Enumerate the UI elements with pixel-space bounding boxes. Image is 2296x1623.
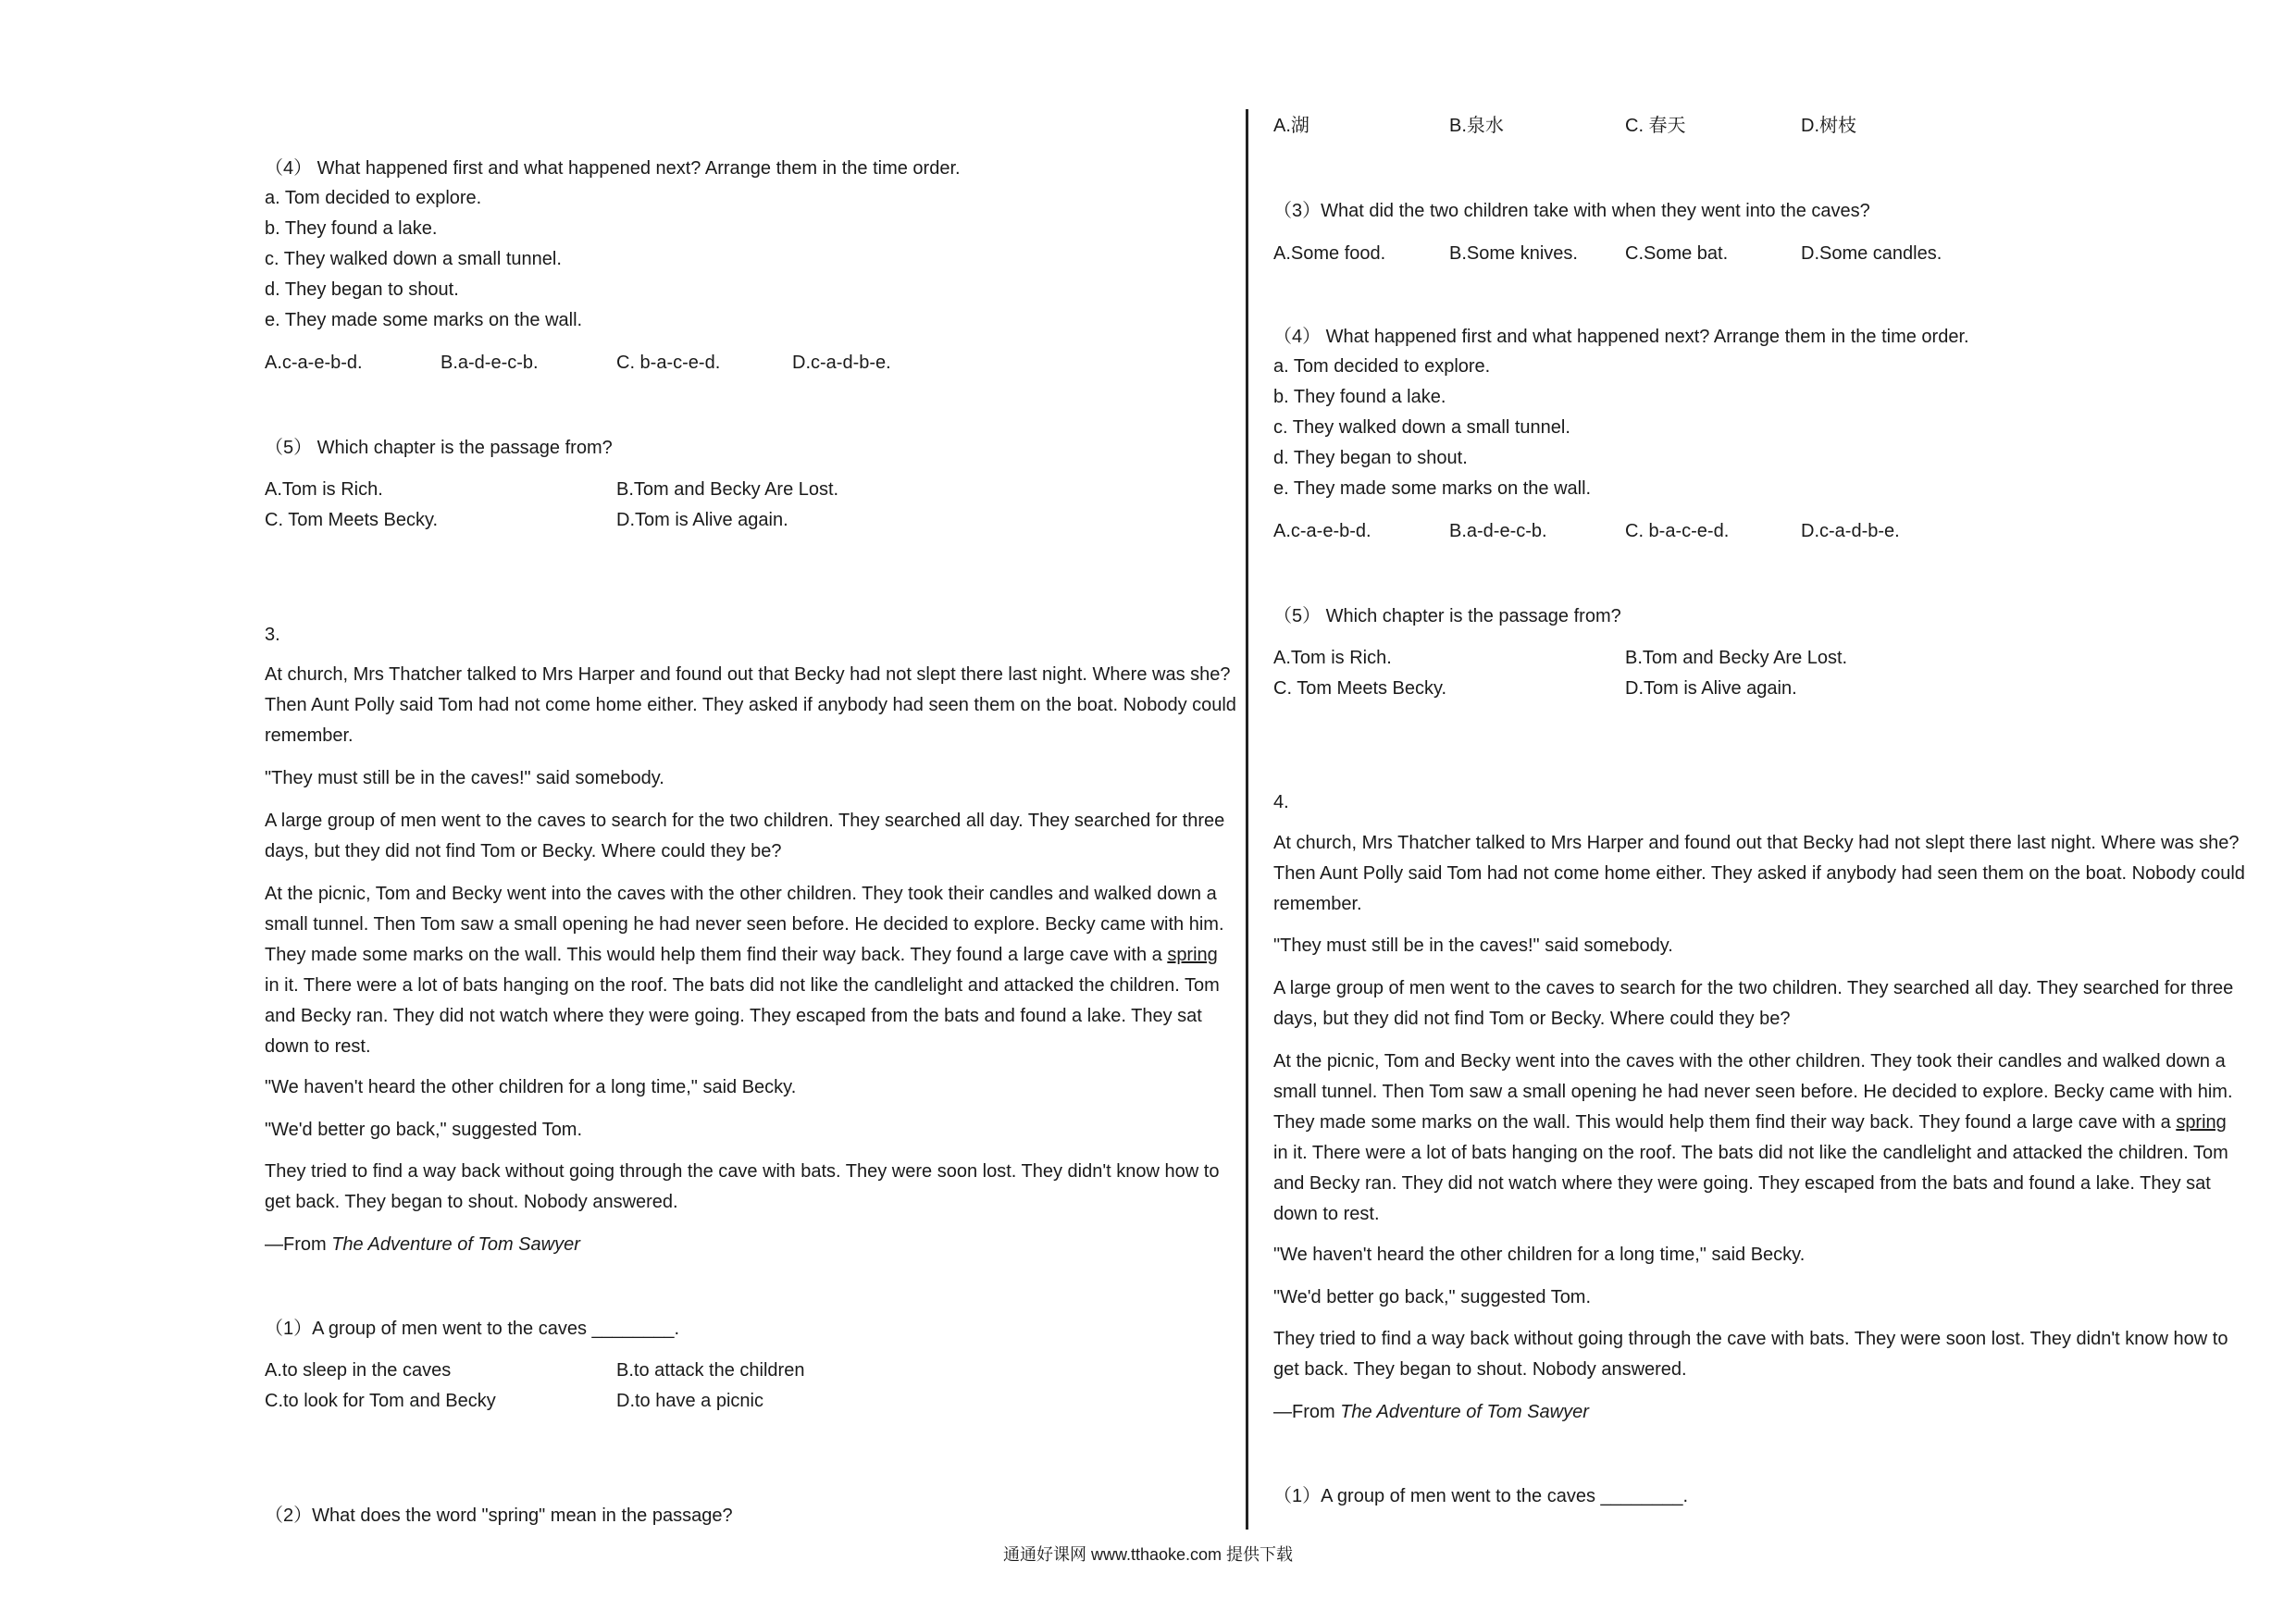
event-item-c: c. They walked down a small tunnel. xyxy=(265,249,562,269)
page-footer: 通通好课网 www.tthaoke.com 提供下载 xyxy=(1002,1545,1294,1564)
passage-paragraph: "We'd better go back," suggested Tom. xyxy=(1273,1287,1592,1307)
option-a: A.Tom is Rich. xyxy=(1273,648,1392,668)
option-b: B.to attack the children xyxy=(616,1360,805,1381)
passage-paragraph: A large group of men went to the caves to search for the two children. They searched all day. They searched for three days, but they did not find Tom or Becky. Where could they be? xyxy=(265,811,1225,861)
passage-paragraph: "They must still be in the caves!" said somebody. xyxy=(1273,935,1673,956)
question-1-text: （1）A group of men went to the caves ________. xyxy=(265,1319,680,1339)
passage-paragraph: "They must still be in the caves!" said somebody. xyxy=(265,768,664,788)
source-prefix: —From xyxy=(1273,1402,1341,1422)
question-5-text: （5） Which chapter is the passage from? xyxy=(1273,606,1621,626)
passage-paragraph: "We haven't heard the other children for a long time," said Becky. xyxy=(265,1077,797,1097)
passage-paragraph xyxy=(265,879,1236,1062)
option-d: D.to have a picnic xyxy=(616,1391,763,1411)
source-title: The Adventure of Tom Sawyer xyxy=(1340,1402,1589,1422)
option-c: C. b-a-c-e-d. xyxy=(1625,521,1730,541)
option-b: B.Some knives. xyxy=(1449,243,1578,264)
underlined-word-spring: spring xyxy=(2176,1112,2227,1133)
passage-paragraph xyxy=(1273,1047,2245,1230)
option-c: C. 春天 xyxy=(1625,116,1686,136)
option-b: B.a-d-e-c-b. xyxy=(1449,521,1547,541)
passage-paragraph: At church, Mrs Thatcher talked to Mrs Harper and found out that Becky had not slept there last night. Where was she? Then Aunt Polly said Tom had not come home either. They asked if anybody had seen them on the boat. Nobody could remember. xyxy=(1273,833,2245,914)
column-divider xyxy=(1246,109,1248,1530)
event-item-d: d. They began to shout. xyxy=(265,279,459,300)
event-item-d: d. They began to shout. xyxy=(1273,448,1468,468)
passage-paragraph: "We'd better go back," suggested Tom. xyxy=(265,1120,583,1140)
question-4-text: （4） What happened first and what happened next? Arrange them in the time order. xyxy=(265,158,961,179)
option-a: A.c-a-e-b-d. xyxy=(1273,521,1371,541)
event-item-e: e. They made some marks on the wall. xyxy=(1273,478,1592,499)
passage-paragraph: They tried to find a way back without going through the cave with bats. They were soon lost. They didn't know how to get back. They began to shout. Nobody answered. xyxy=(265,1161,1220,1212)
question-2-text: （2）What does the word "spring" mean in the passage? xyxy=(265,1505,733,1526)
option-c: C.to look for Tom and Becky xyxy=(265,1391,496,1411)
source-prefix: —From xyxy=(265,1234,332,1255)
option-b: B.泉水 xyxy=(1449,116,1504,136)
question-3-text: （3）What did the two children take with when they went into the caves? xyxy=(1273,201,1870,221)
option-c: C. Tom Meets Becky. xyxy=(265,510,439,530)
option-d: D.Tom is Alive again. xyxy=(616,510,788,530)
option-b: B.Tom and Becky Are Lost. xyxy=(1625,648,1848,668)
passage-paragraph: At church, Mrs Thatcher talked to Mrs Harper and found out that Becky had not slept there last night. Where was she? Then Aunt Polly said Tom had not come home either. They asked if anybody had seen them on the boat. Nobody could remember. xyxy=(265,664,1236,746)
option-a: A.Some food. xyxy=(1273,243,1386,264)
option-c: C. Tom Meets Becky. xyxy=(1273,678,1447,699)
option-b: B.a-d-e-c-b. xyxy=(441,353,539,373)
option-d: D.树枝 xyxy=(1801,116,1856,136)
option-a: A.Tom is Rich. xyxy=(265,479,383,500)
question-4-text: （4） What happened first and what happened next? Arrange them in the time order. xyxy=(1273,327,1969,347)
event-item-b: b. They found a lake. xyxy=(265,218,438,239)
event-item-a: a. Tom decided to explore. xyxy=(265,188,482,208)
section-number: 4. xyxy=(1273,792,1289,812)
option-d: D.Tom is Alive again. xyxy=(1625,678,1797,699)
section-number: 3. xyxy=(265,625,280,645)
option-c: C.Some bat. xyxy=(1625,243,1729,264)
question-5-text: （5） Which chapter is the passage from? xyxy=(265,438,613,458)
source-title: The Adventure of Tom Sawyer xyxy=(331,1234,580,1255)
passage-text: At the picnic, Tom and Becky went into the caves with the other children. They took their candles and walked down a small tunnel. Then Tom saw a small opening he had never seen before. He decided to explore. Becky came with him. They made some marks on the wall. This would help them find their way back. They found a large cave with a xyxy=(265,884,1224,965)
event-item-e: e. They made some marks on the wall. xyxy=(265,310,583,330)
passage-paragraph: "We haven't heard the other children for a long time," said Becky. xyxy=(1273,1245,1806,1265)
event-item-a: a. Tom decided to explore. xyxy=(1273,356,1491,377)
passage-paragraph: A large group of men went to the caves to search for the two children. They searched all day. They searched for three days, but they did not find Tom or Becky. Where could they be? xyxy=(1273,978,2234,1029)
passage-paragraph: They tried to find a way back without going through the cave with bats. They were soon lost. They didn't know how to get back. They began to shout. Nobody answered. xyxy=(1273,1329,2228,1380)
question-1-text: （1）A group of men went to the caves ________. xyxy=(1273,1486,1689,1506)
passage-source xyxy=(265,1233,580,1256)
option-d: D.Some candles. xyxy=(1801,243,1942,264)
passage-text: in it. There were a lot of bats hanging on the roof. The bats did not like the candlelight and attacked the children. Tom and Becky ran. They did not watch where they were going. They escaped from the bats and found a lake. They sat down to rest. xyxy=(265,975,1220,1057)
option-d: D.c-a-d-b-e. xyxy=(1801,521,1900,541)
option-a: A.to sleep in the caves xyxy=(265,1360,452,1381)
option-d: D.c-a-d-b-e. xyxy=(792,353,891,373)
event-item-b: b. They found a lake. xyxy=(1273,387,1446,407)
option-a: A.湖 xyxy=(1273,116,1309,136)
option-b: B.Tom and Becky Are Lost. xyxy=(616,479,839,500)
underlined-word-spring: spring xyxy=(1167,945,1218,965)
event-item-c: c. They walked down a small tunnel. xyxy=(1273,417,1570,438)
option-c: C. b-a-c-e-d. xyxy=(616,353,721,373)
option-a: A.c-a-e-b-d. xyxy=(265,353,363,373)
passage-text: in it. There were a lot of bats hanging on the roof. The bats did not like the candlelight and attacked the children. Tom and Becky ran. They did not watch where they were going. They escaped from the bats and found a lake. They sat down to rest. xyxy=(1273,1143,2228,1224)
passage-text: At the picnic, Tom and Becky went into the caves with the other children. They took their candles and walked down a small tunnel. Then Tom saw a small opening he had never seen before. He decided to explore. Becky came with him. They made some marks on the wall. This would help them find their way back. They found a large cave with a xyxy=(1273,1051,2233,1133)
passage-source xyxy=(1273,1401,1589,1423)
